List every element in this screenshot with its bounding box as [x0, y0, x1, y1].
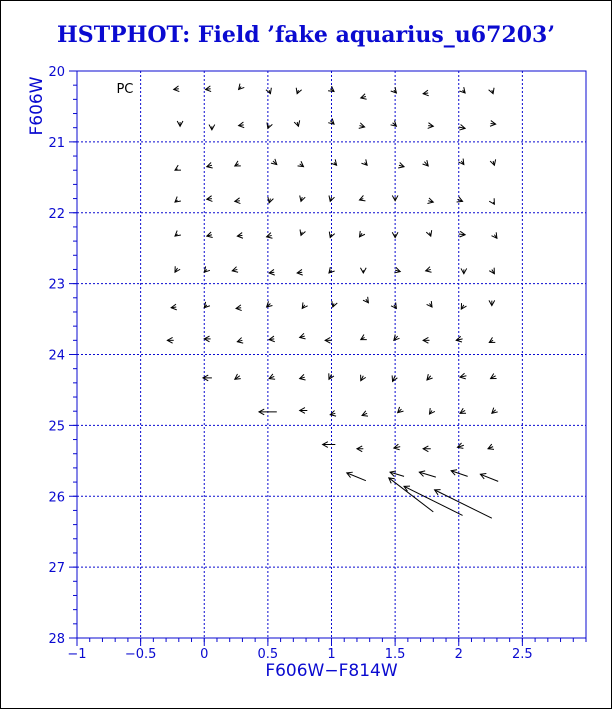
vector-arrow: [300, 230, 305, 236]
vector-arrow: [489, 337, 495, 342]
vector-arrow: [428, 123, 434, 129]
vector-arrow: [489, 198, 494, 204]
vector-arrow: [177, 121, 183, 126]
vector-arrow: [294, 120, 300, 126]
x-axis-title: F606W−F814W: [265, 661, 398, 681]
vector-arrow: [171, 304, 177, 310]
vector-arrow: [297, 269, 303, 275]
vector-arrow: [267, 301, 273, 307]
vector-arrow: [460, 408, 466, 413]
vector-arrow: [302, 302, 307, 308]
x-tick-label: 2: [454, 647, 463, 662]
vector-arrow: [206, 86, 212, 92]
vector-arrow: [423, 90, 429, 96]
vector-arrow: [398, 407, 404, 413]
vector-arrow: [423, 160, 429, 166]
vector-arrow: [207, 196, 213, 202]
vector-arrow: [269, 336, 275, 342]
vector-arrow: [391, 302, 396, 308]
vector-arrow: [347, 472, 366, 480]
vector-arrow: [426, 267, 432, 273]
vector-arrow: [461, 268, 467, 273]
vector-arrow: [359, 195, 365, 200]
vector-arrow: [207, 162, 213, 168]
vector-arrow: [491, 374, 497, 379]
vector-arrow: [459, 231, 465, 237]
vector-arrow: [361, 375, 366, 381]
vector-arrow: [435, 490, 492, 519]
vector-arrow: [300, 196, 306, 202]
vector-arrow: [360, 268, 366, 273]
vector-arrow: [456, 336, 462, 342]
vector-arrow: [460, 373, 466, 379]
x-tick-label: 1.5: [384, 647, 406, 662]
vector-arrow: [361, 94, 367, 100]
vector-arrow: [323, 442, 336, 448]
vector-arrow: [391, 87, 397, 93]
vector-arrow: [492, 408, 498, 414]
y-tick-label: 23: [48, 277, 65, 293]
chart-title: HSTPHOT: Field ’fake aquarius_u67203’: [57, 22, 555, 48]
vector-arrow: [332, 301, 337, 307]
vector-arrow: [237, 233, 243, 239]
vector-arrow: [459, 87, 465, 93]
vector-arrow: [204, 336, 210, 342]
vector-arrow: [363, 297, 368, 303]
vector-arrow: [457, 197, 463, 202]
vector-arrow: [419, 471, 436, 477]
vector-arrow: [490, 159, 496, 165]
vector-arrow: [398, 162, 404, 168]
vector-arrow: [359, 231, 364, 237]
vector-arrow: [359, 123, 365, 129]
vector-arrow: [268, 197, 274, 203]
vector-arrow: [459, 124, 465, 130]
vector-arrow: [269, 374, 275, 379]
vector-arrow: [391, 121, 397, 127]
vector-arrow: [489, 268, 494, 274]
tick-layer: [48, 65, 586, 662]
vector-arrow: [298, 161, 304, 166]
vector-arrow: [362, 411, 368, 416]
vector-arrow: [239, 122, 245, 128]
vector-arrow: [235, 374, 241, 379]
vector-arrow: [328, 86, 334, 91]
vector-arrow: [296, 88, 301, 94]
vector-arrow: [361, 159, 367, 165]
vector-arrow: [426, 230, 431, 236]
vector-arrow: [489, 300, 495, 305]
vector-arrow: [237, 338, 243, 344]
vector-arrow: [300, 408, 308, 414]
vector-arrow: [204, 266, 210, 272]
pc-annotation: PC: [116, 81, 134, 97]
vector-arrow: [232, 267, 238, 273]
vector-arrow: [427, 198, 433, 204]
vector-arrow: [209, 125, 215, 130]
vector-arrow: [175, 266, 180, 272]
vector-arrow: [490, 121, 496, 127]
vector-arrow: [423, 337, 429, 343]
vector-arrow: [429, 408, 434, 414]
grid-layer: [77, 71, 586, 638]
vector-arrow: [492, 232, 497, 238]
vector-arrow: [480, 474, 498, 482]
y-tick-label: 25: [48, 419, 65, 435]
vector-arrow: [236, 305, 242, 311]
x-tick-label: −0.5: [124, 647, 157, 662]
vector-arrow: [207, 232, 213, 238]
y-axis-title: F606W: [27, 76, 47, 136]
vector-arrow: [329, 232, 334, 238]
vector-arrow: [427, 301, 432, 307]
vector-arrow: [300, 374, 306, 380]
vector-arrow: [269, 269, 275, 275]
x-tick-label: 0: [200, 647, 209, 662]
x-tick-label: 0.5: [257, 647, 279, 662]
y-tick-label: 28: [48, 632, 65, 647]
vector-arrow: [357, 446, 363, 452]
x-tick-label: −1: [67, 647, 87, 662]
vector-arrow: [235, 161, 241, 166]
vector-arrow: [489, 88, 494, 94]
vector-arrow: [390, 471, 404, 477]
y-tick-label: 27: [48, 561, 65, 577]
y-tick-label: 20: [48, 65, 65, 80]
vector-arrow: [266, 88, 271, 94]
vector-arrow: [175, 165, 181, 170]
vector-arrow: [451, 470, 468, 477]
vector-arrow: [361, 335, 367, 340]
vector-arrow: [392, 232, 398, 237]
vector-arrow: [404, 486, 463, 515]
vector-arrow: [271, 159, 277, 165]
vector-arrow: [427, 374, 433, 380]
vector-arrow: [488, 444, 494, 449]
y-tick-label: 26: [48, 490, 65, 506]
vector-arrow: [300, 333, 306, 339]
vector-layer: [167, 84, 498, 519]
vector-arrow: [267, 233, 273, 239]
vector-arrow: [394, 334, 400, 340]
vector-arrow: [175, 231, 181, 237]
vector-arrow: [423, 446, 431, 452]
y-tick-label: 22: [48, 206, 65, 222]
vector-arrow: [389, 478, 434, 512]
vector-arrow: [235, 198, 241, 204]
vector-arrow: [239, 84, 245, 90]
x-tick-label: 2.5: [512, 647, 533, 662]
vector-arrow: [204, 302, 210, 308]
x-tick-label: 1: [327, 647, 336, 662]
y-tick-label: 24: [48, 348, 65, 364]
vector-arrow: [174, 86, 180, 92]
vector-arrow: [259, 409, 277, 415]
vector-arrow: [325, 337, 331, 343]
vector-arrow: [461, 303, 466, 309]
vector-arrow: [175, 197, 181, 203]
y-tick-label: 21: [48, 135, 65, 151]
vector-arrow: [167, 337, 173, 343]
